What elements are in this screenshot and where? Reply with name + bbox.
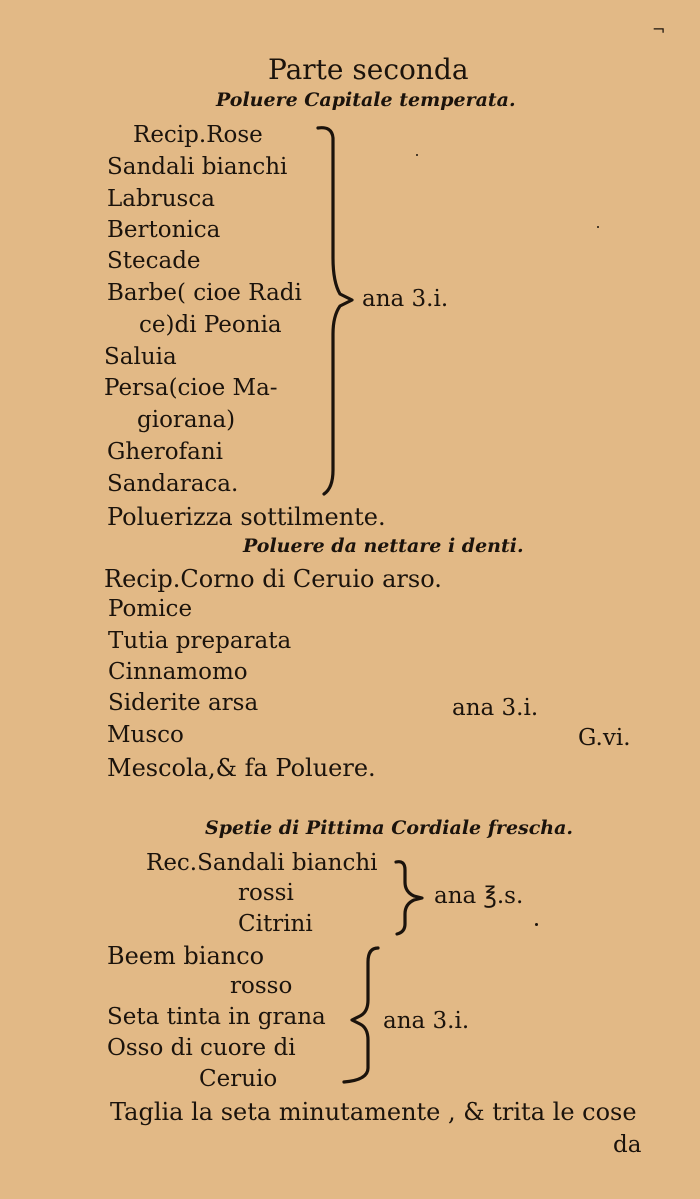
recipe-line: Mescola,& fa Poluere. — [107, 754, 376, 782]
recipe-line: Osso di cuore di — [107, 1035, 296, 1061]
recipe-line: Labrusca — [107, 186, 215, 212]
recipe-line: Tutia preparata — [108, 628, 292, 654]
recipe-line: Sandaraca. — [107, 471, 239, 497]
dose-label: ana 3.i. — [362, 286, 449, 312]
curly-brace-icon — [392, 852, 440, 942]
recipe-line: Barbe( cioe Radi — [107, 280, 302, 306]
dose-label: ana 3.i. — [452, 695, 539, 721]
recipe-line: Beem bianco — [107, 942, 265, 970]
dose-label: ana 3.i. — [383, 1008, 470, 1034]
recipe-line: ce)di Peonia — [139, 312, 282, 338]
recipe-line: giorana) — [137, 407, 236, 433]
dose-label-musco: G.vi. — [578, 725, 631, 751]
recipe-line: Ceruio — [199, 1066, 278, 1092]
section-heading-pittima: Spetie di Pittima Cordiale frescha. — [205, 817, 574, 839]
recipe-closing: Taglia la seta minutamente , & trita le cose — [110, 1098, 637, 1126]
recipe-line: Recip.Corno di Ceruio arso. — [104, 565, 442, 593]
section-heading-capitale: Poluere Capitale temperata. — [216, 89, 516, 111]
ink-speck — [597, 226, 599, 228]
recipe-line: rossi — [238, 880, 294, 906]
dose-label: ana ℥.s. — [434, 883, 524, 909]
recipe-line: rosso — [230, 973, 293, 999]
section-heading-denti: Poluere da nettare i denti. — [243, 535, 524, 557]
recipe-line: Rec.Sandali bianchi — [146, 850, 378, 876]
recipe-line: Citrini — [238, 911, 313, 937]
ink-speck — [535, 923, 538, 926]
ink-speck — [416, 154, 418, 156]
corner-mark: ¬ — [652, 20, 666, 39]
running-head: Parte seconda — [268, 53, 469, 86]
recipe-line: Stecade — [107, 248, 201, 274]
recipe-line: Seta tinta in grana — [107, 1004, 326, 1030]
recipe-line: Gherofani — [107, 439, 224, 465]
recipe-line: Bertonica — [107, 217, 221, 243]
recipe-line: Saluia — [104, 344, 177, 370]
recipe-closing: Poluerizza sottilmente. — [107, 503, 386, 531]
recipe-line: Siderite arsa — [108, 690, 259, 716]
recipe-line: Musco — [107, 722, 184, 748]
recipe-line: Persa(cioe Ma- — [104, 375, 278, 401]
catchword: da — [613, 1132, 642, 1158]
recipe-line: Sandali bianchi — [107, 154, 288, 180]
recipe-line: Pomice — [108, 596, 193, 622]
curly-brace-icon — [310, 120, 370, 502]
recipe-line: Recip.Rose — [133, 122, 263, 148]
recipe-line: Cinnamomo — [108, 659, 248, 685]
